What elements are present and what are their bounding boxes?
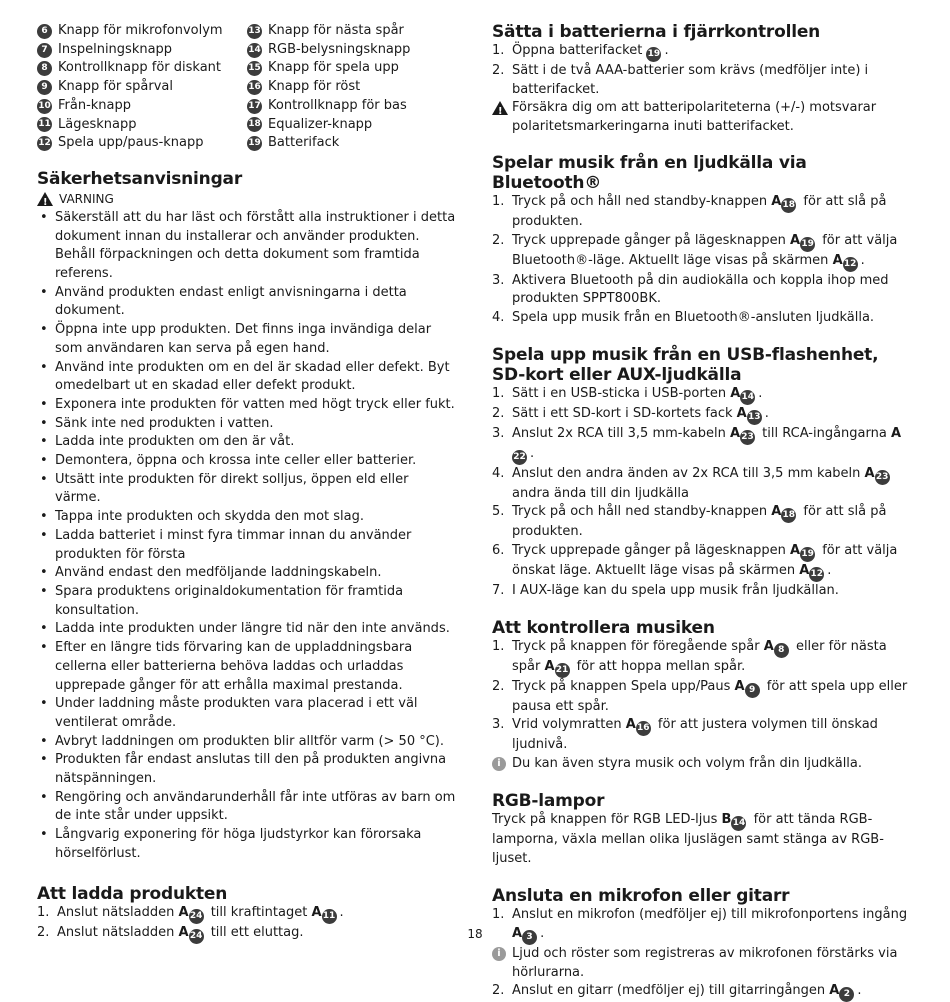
legend-label: Knapp för spårval (58, 79, 173, 95)
list-item: • Öppna inte upp produkten. Det finns inga invändiga delar som användaren kan serva på egen hand. (37, 321, 457, 358)
usb-steps (492, 385, 917, 601)
legend-item (247, 134, 410, 153)
step-text: Anslut en mikrofon (medföljer ej) till mikrofonportens ingång (512, 907, 908, 923)
step-item (37, 904, 457, 924)
step-item (492, 272, 917, 309)
number-badge-icon: 6 (37, 24, 52, 39)
safety-list (37, 209, 457, 864)
section-heading: Sätta i batterierna i fjärrkontrollen (492, 22, 821, 42)
step-text: Anslut 2x RCA till 3,5 mm-kabeln (512, 425, 730, 441)
legend-label: Batterifack (268, 135, 340, 151)
legend-item (247, 116, 410, 135)
list-item: • Spara produktens originaldokumentation för framtida konsultation. (37, 583, 457, 620)
step-text: Tryck upprepade gånger på lägesknappen (512, 543, 791, 559)
list-item: • Långvarig exponering för höga ljudstyrkor kan förorsaka hörselförlust. (37, 826, 457, 863)
warning-triangle-icon (37, 192, 53, 206)
step-item (492, 542, 917, 582)
warning-triangle-icon (492, 101, 508, 115)
number-badge-icon: 8 (774, 643, 789, 658)
legend-item (37, 41, 217, 60)
safety-section (37, 169, 457, 864)
number-badge-icon: 11 (37, 117, 52, 132)
usb-section (492, 345, 917, 601)
step-item (492, 465, 917, 504)
section-heading: RGB-lampor (492, 790, 605, 811)
legend-item (37, 78, 217, 97)
bluetooth-section (492, 153, 917, 328)
number-badge-icon: 23 (875, 470, 890, 485)
step-number: 1. (37, 904, 50, 920)
number-badge-icon: 24 (189, 909, 204, 924)
step-item (492, 716, 917, 755)
list-item: • Ladda inte produkten om den är våt. (37, 433, 457, 452)
step-text: . (827, 563, 832, 579)
body-text: för att tända RGB-lamporna, växla mellan olika ljuslägen samt stänga av RGB-ljuset. (492, 811, 884, 866)
number-badge-icon: 13 (247, 24, 262, 39)
step-item (492, 503, 917, 542)
step-number: 2. (492, 983, 505, 999)
step-text: . (540, 925, 545, 941)
number-badge-icon: 14 (740, 390, 755, 405)
step-text: Sätt i ett SD-kort i SD-kortets fack (512, 405, 737, 421)
number-badge-icon: 19 (800, 547, 815, 562)
section-heading: Att kontrollera musiken (492, 617, 715, 638)
battery-section (492, 22, 917, 137)
step-number: 6. (492, 543, 505, 559)
step-number: 4. (492, 465, 505, 481)
number-badge-icon: 14 (247, 43, 262, 58)
step-text: för att slå på produkten. (512, 504, 887, 540)
list-item: • Utsätt inte produkten för direkt solljus, öppen eld eller värme. (37, 471, 457, 508)
number-badge-icon: 3 (522, 930, 537, 945)
legend-label: Knapp för spela upp (268, 60, 399, 76)
step-number: 2. (492, 63, 505, 78)
legend-item (247, 22, 410, 41)
ref-letter: A (829, 983, 840, 999)
info-icon: i (492, 947, 506, 961)
number-badge-icon: 16 (247, 80, 262, 95)
step-text: Spela upp musik från en Bluetooth®-ansluten ljudkälla. (512, 309, 875, 325)
ref-letter: A (178, 924, 189, 940)
number-badge-icon: 24 (189, 929, 204, 944)
number-badge-icon: 18 (781, 198, 796, 213)
info-icon: i (492, 757, 506, 771)
legend-label: Från-knapp (58, 97, 132, 113)
step-text: . (860, 252, 865, 268)
section-heading: Att ladda produkten (37, 883, 228, 904)
step-number: 1. (492, 193, 505, 209)
legend-item (247, 59, 410, 78)
ref-letter: A (832, 252, 843, 268)
list-item: • Ladda batteriet i minst fyra timmar innan du använder produkten för första (37, 527, 457, 564)
step-text: Anslut en gitarr (medföljer ej) till gitarringången (512, 983, 830, 999)
step-item (492, 582, 917, 601)
number-badge-icon: 18 (247, 117, 262, 132)
step-text: Tryck på knappen för föregående spår (512, 638, 764, 654)
step-text: . (664, 43, 669, 58)
step-number: 4. (492, 309, 505, 325)
list-item: • Efter en längre tids förvaring kan de uppladdningsbara cellerna eller batterierna behöva laddas och urladdas upprepade gånger för att erhålla maximal prestanda. (37, 639, 457, 695)
step-number: 7. (492, 583, 505, 599)
legend-item (37, 97, 217, 116)
number-badge-icon: 9 (37, 80, 52, 95)
section-heading: Ansluta en mikrofon eller gitarr (492, 886, 790, 907)
step-item (492, 232, 917, 272)
step-number: 1. (492, 638, 505, 654)
legend-item (37, 134, 217, 153)
control-section (492, 618, 917, 774)
list-item: • Demontera, öppna och krossa inte celler eller batterier. (37, 452, 457, 471)
info-note (492, 755, 917, 774)
ref-letter: A (790, 232, 801, 248)
legend-label: RGB-belysningsknapp (268, 41, 411, 57)
step-text: . (339, 904, 344, 920)
step-text: andra ända till din ljudkälla (512, 485, 689, 501)
ref-letter: A (734, 678, 745, 694)
step-text: . (758, 385, 763, 401)
list-item: • Rengöring och användarunderhåll får inte utföras av barn om de inte står under uppsikt. (37, 789, 457, 826)
ref-letter: A (512, 925, 523, 941)
ref-letter: A (544, 658, 555, 674)
body-text: Tryck på knappen för RGB LED-ljus (492, 811, 722, 827)
list-item: • Sänk inte ned produkten i vatten. (37, 415, 457, 434)
step-number: 2. (492, 232, 505, 248)
step-text: . (857, 983, 862, 999)
step-text: . (530, 445, 535, 461)
number-badge-icon: 19 (247, 136, 262, 151)
step-item (492, 385, 917, 405)
ref-letter: A (178, 904, 189, 920)
number-badge-icon: 2 (839, 987, 854, 1002)
list-item: • Ladda inte produkten under längre tid när den inte används. (37, 620, 457, 639)
step-text: Anslut nätsladden (57, 924, 179, 940)
step-text: Sätt i en USB-sticka i USB-porten (512, 385, 731, 401)
list-item: • Använd endast den medföljande laddningskabeln. (37, 564, 457, 583)
warning-text: VARNING (59, 191, 114, 206)
bluetooth-steps (492, 193, 917, 328)
list-item: • Avbryt laddningen om produkten blir alltför varm (> 50 °C). (37, 733, 457, 752)
legend-label: Lägesknapp (58, 116, 137, 132)
section-heading: Spelar musik från en ljudkälla via Bluetooth® (492, 152, 807, 193)
step-text: till kraftintaget (206, 904, 312, 920)
step-text: Tryck på och håll ned standby-knappen (512, 193, 772, 209)
step-text: eller för nästa spår (512, 638, 887, 674)
number-badge-icon: 12 (843, 257, 858, 272)
ref-letter: B (721, 811, 732, 827)
step-text: I AUX-läge kan du spela upp musik från ljudkällan. (512, 583, 839, 599)
legend-list-right (247, 22, 410, 153)
step-text: för att slå på produkten. (512, 193, 887, 229)
legend-label: Knapp för nästa spår (268, 23, 404, 38)
number-badge-icon: 9 (745, 683, 760, 698)
step-item (492, 678, 917, 717)
mic-steps-continued (492, 982, 917, 1002)
number-badge-icon: 7 (37, 43, 52, 58)
list-item: • Produkten får endast anslutas till den på produkten angivna nätspänningen. (37, 751, 457, 788)
step-text: till ett eluttag. (206, 924, 304, 940)
page-number: 18 (467, 927, 483, 941)
ref-letter: A (799, 563, 810, 579)
step-number: 3. (492, 272, 505, 288)
number-badge-icon: 22 (512, 450, 527, 465)
parts-legend (37, 22, 457, 153)
step-number: 2. (492, 678, 505, 694)
step-number: 2. (492, 405, 505, 421)
list-item: • Exponera inte produkten för vatten med högt tryck eller fukt. (37, 396, 457, 415)
step-text: Tryck på och håll ned standby-knappen (512, 504, 772, 520)
legend-item (37, 59, 222, 78)
note-text: Du kan även styra musik och volym från din ljudkälla. (512, 756, 863, 772)
step-item (492, 42, 917, 62)
step-number: 1. (492, 907, 505, 923)
number-badge-icon: 10 (37, 99, 52, 114)
step-text: Anslut nätsladden (57, 904, 179, 920)
ref-letter: A (763, 638, 774, 654)
ref-letter: A (625, 717, 636, 733)
note-text: Försäkra dig om att batteripolariteterna (+/-) motsvarar polaritetsmarkeringarna inuti batterifacket. (512, 100, 877, 135)
step-number: 2. (37, 924, 50, 940)
number-badge-icon: 12 (809, 567, 824, 582)
step-text: för att justera volymen till önskad ljudnivå. (512, 717, 878, 753)
step-text: för att hoppa mellan spår. (572, 658, 746, 674)
legend-label: Equalizer-knapp (268, 116, 373, 132)
step-text: Tryck på knappen Spela upp/Paus (512, 678, 735, 694)
ref-letter: A (864, 465, 875, 481)
number-badge-icon: 21 (555, 663, 570, 678)
number-badge-icon: 13 (747, 410, 762, 425)
section-heading: Spela upp musik från en USB-flashenhet, SD-kort eller AUX-ljudkälla (492, 344, 879, 385)
step-text: för att välja önskat läge. Aktuellt läge visas på skärmen (512, 543, 898, 579)
ref-letter: A (311, 904, 322, 920)
list-item: • Under laddning måste produkten vara placerad i ett väl ventilerat område. (37, 695, 457, 732)
legend-list-left (37, 22, 223, 153)
number-badge-icon: 15 (247, 61, 262, 76)
step-item (492, 425, 917, 465)
list-item: • Säkerställ att du har läst och förstått alla instruktioner i detta dokument innan du installerar och använder produkten. Behåll förpackningen och detta dokument som framtida referens. (37, 209, 457, 284)
step-text: Anslut den andra änden av 2x RCA till 3,5 mm kabeln (512, 465, 865, 481)
number-badge-icon: 8 (37, 61, 52, 76)
section-heading: Säkerhetsanvisningar (37, 168, 243, 189)
legend-item (247, 41, 410, 60)
warning-label (37, 191, 457, 208)
mic-section (492, 886, 917, 1002)
step-text: Öppna batterifacket (512, 43, 647, 58)
step-number: 3. (492, 717, 505, 733)
step-text: till RCA-ingångarna (758, 425, 891, 441)
number-badge-icon: 17 (247, 99, 262, 114)
step-text: Vrid volymratten (512, 717, 626, 733)
step-number: 1. (492, 43, 505, 58)
step-text: . (764, 405, 769, 421)
step-text: Sätt i de två AAA-batterier som krävs (medföljer inte) i batterifacket. (512, 63, 869, 97)
ref-letter: A (729, 425, 741, 441)
note-text: Ljud och röster som registreras av mikrofonen förstärks via hörlurarna. (512, 945, 898, 980)
warning-note (492, 99, 917, 136)
left-column (37, 22, 457, 944)
ref-letter: A (890, 425, 902, 441)
legend-label: Kontrollknapp för diskant (58, 60, 222, 76)
ref-letter: A (771, 504, 782, 520)
step-text: för att spela upp eller pausa ett spår. (512, 678, 908, 714)
number-badge-icon: 18 (781, 508, 796, 523)
control-steps (492, 638, 917, 755)
ref-letter: A (790, 543, 801, 559)
number-badge-icon: 11 (322, 909, 337, 924)
legend-label: Knapp för röst (268, 79, 361, 95)
rgb-section (492, 791, 917, 868)
ref-letter: A (736, 405, 747, 421)
rgb-text (492, 811, 917, 868)
legend-label: Knapp för mikrofonvolym (58, 23, 223, 38)
legend-item (37, 116, 217, 135)
step-item (492, 638, 917, 678)
number-badge-icon: 14 (731, 816, 746, 831)
legend-label: Inspelningsknapp (58, 41, 173, 57)
legend-item (247, 78, 410, 97)
legend-item (37, 22, 223, 41)
step-item (492, 982, 917, 1002)
step-text: Tryck upprepade gånger på lägesknappen (512, 232, 791, 248)
step-item (492, 405, 917, 425)
number-badge-icon: 19 (646, 47, 661, 62)
list-item: • Använd inte produkten om en del är skadad eller defekt. Byt omedelbart ut en skadad eller defekt produkt. (37, 359, 457, 396)
legend-item (247, 97, 410, 116)
step-text: Aktivera Bluetooth på din audiokälla och koppla ihop med produkten SPPT800BK. (512, 272, 889, 307)
step-item (492, 193, 917, 232)
step-text: för att välja Bluetooth®-läge. Aktuellt läge visas på skärmen (512, 232, 898, 268)
number-badge-icon: 23 (740, 430, 755, 445)
legend-label: Kontrollknapp för bas (268, 97, 407, 113)
number-badge-icon: 19 (800, 237, 815, 252)
battery-steps (492, 42, 917, 99)
legend-label: Spela upp/paus-knapp (58, 135, 204, 151)
step-item (492, 62, 917, 99)
step-number: 3. (492, 425, 505, 441)
step-item (492, 309, 917, 328)
list-item: • Använd produkten endast enligt anvisningarna i detta dokument. (37, 284, 457, 321)
right-column (492, 22, 917, 1002)
step-number: 1. (492, 385, 505, 401)
ref-letter: A (730, 385, 741, 401)
list-item: • Tappa inte produkten och skydda den mot slag. (37, 508, 457, 527)
number-badge-icon: 12 (37, 136, 52, 151)
number-badge-icon: 16 (636, 721, 651, 736)
ref-letter: A (771, 193, 782, 209)
step-number: 5. (492, 504, 505, 520)
